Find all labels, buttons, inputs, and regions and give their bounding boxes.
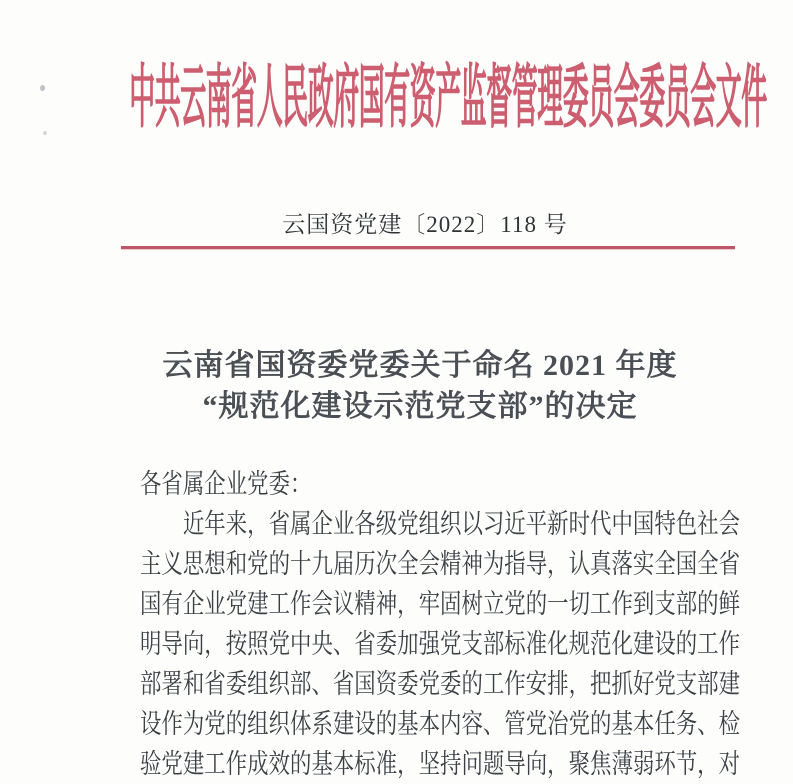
salutation: 各省属企业党委： [140, 469, 312, 499]
document-title-line-2: “规范化建设示范党支部”的决定 [202, 390, 638, 423]
scan-speck [40, 85, 45, 91]
body-line: 明导向，按照党中央、省委加强党支部标准化规范化建设的工作 [140, 629, 741, 659]
scan-speck [43, 131, 47, 135]
body-line: 国有企业党建工作会议精神，牢固树立党的一切工作到支部的鲜 [140, 589, 741, 619]
issuing-org-title: 中共云南省人民政府国有资产监督管理委员会委员会文件 [129, 58, 767, 136]
body-line: 部署和省委组织部、省国资委党委的工作安排，把抓好党支部建 [140, 669, 741, 699]
document-number: 云国资党建〔2022〕118 号 [282, 212, 568, 237]
document-title [163, 345, 678, 427]
body-line: 验党建工作成效的基本标准，坚持问题导向，聚焦薄弱环节，对 [140, 749, 741, 779]
body-line: 设作为党的组织体系建设的基本内容、管党治党的基本任务、检 [140, 709, 741, 739]
red-letterhead [129, 54, 767, 136]
document-title-line-1: 云南省国资委党委关于命名 2021 年度 [162, 349, 678, 382]
red-divider-line [121, 246, 735, 249]
document-body [140, 464, 740, 784]
body-line: 近年来，省属企业各级党组织以习近平新时代中国特色社会 [182, 509, 741, 539]
body-line: 主义思想和党的十九届历次全会精神为指导，认真落实全国全省 [140, 549, 741, 579]
